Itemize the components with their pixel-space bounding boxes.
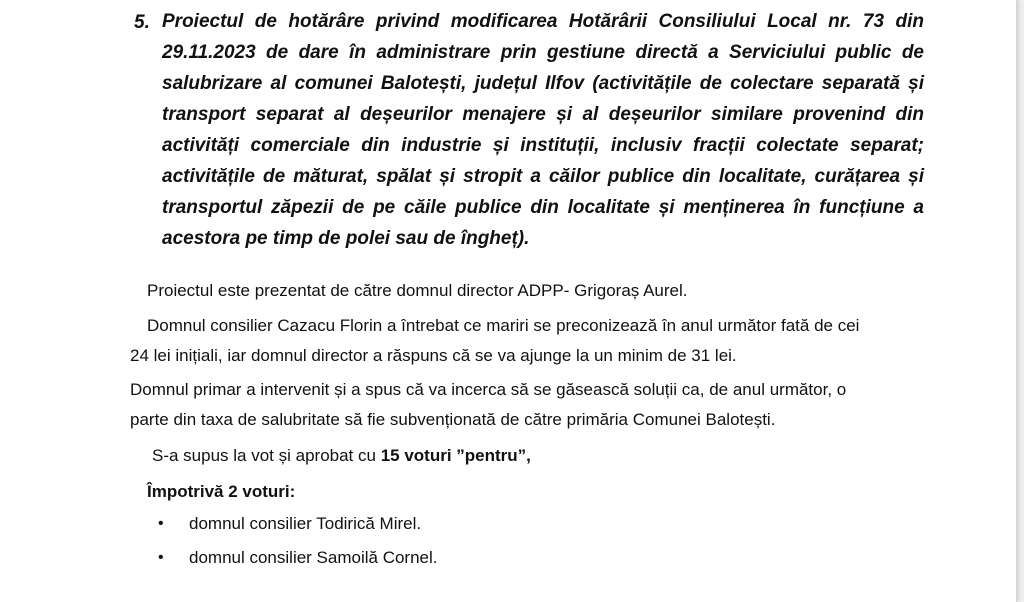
presentation-paragraph: Proiectul este prezentat de către domnul director ADPP- Grigoraș Aurel. (147, 281, 688, 300)
vote-result (152, 446, 531, 466)
against-item-2: domnul consilier Samoilă Cornel. (189, 548, 438, 567)
vote-prefix: S-a supus la vot și aprobat cu (152, 446, 381, 465)
mayor-line-1: Domnul primar a intervenit și a spus că va incerca să se găsească soluții ca, de anul următor, o (130, 380, 847, 399)
item-number: 5. (134, 12, 150, 33)
mayor-line-2: parte din taxa de salubritate să fie subvenționată de către primăria Comunei Balotești. (130, 410, 776, 429)
against-item-1: domnul consilier Todirică Mirel. (189, 514, 422, 533)
vote-count: 15 voturi ”pentru”, (380, 446, 531, 465)
against-heading: Împotrivă 2 voturi: (147, 482, 296, 501)
bullet-icon: • (158, 549, 164, 566)
bullet-icon: • (158, 515, 164, 532)
question-line-2: 24 lei inițiali, iar domnul director a răspuns că se va ajunge la un minim de 31 lei. (130, 346, 737, 365)
question-line-1: Domnul consilier Cazacu Florin a întrebat ce mariri se preconizează în anul următor fată de cei (147, 316, 860, 335)
item-title: Proiectul de hotărâre privind modificarea Hotărârii Consiliului Local nr. 73 din 29.11.2023 de dare în administrare prin gestiune directă a Serviciului public de salubrizare al comunei Balotești, județul Ilfov (activitățile de colectare separată și transport separat al deșeurilor menajere și al deșeurilor similare provenind din activități comerciale din industrie și instituții, inclusiv fracții colectate separat; activitățile de măturat, spălat și stropit a căilor publice din localitate, curățarea și transportul zăpezii de pe căile publice din localitate și menținerea în funcțiune a acestora pe timp de polei sau de îngheț). (162, 11, 924, 249)
agenda-item (134, 6, 924, 254)
